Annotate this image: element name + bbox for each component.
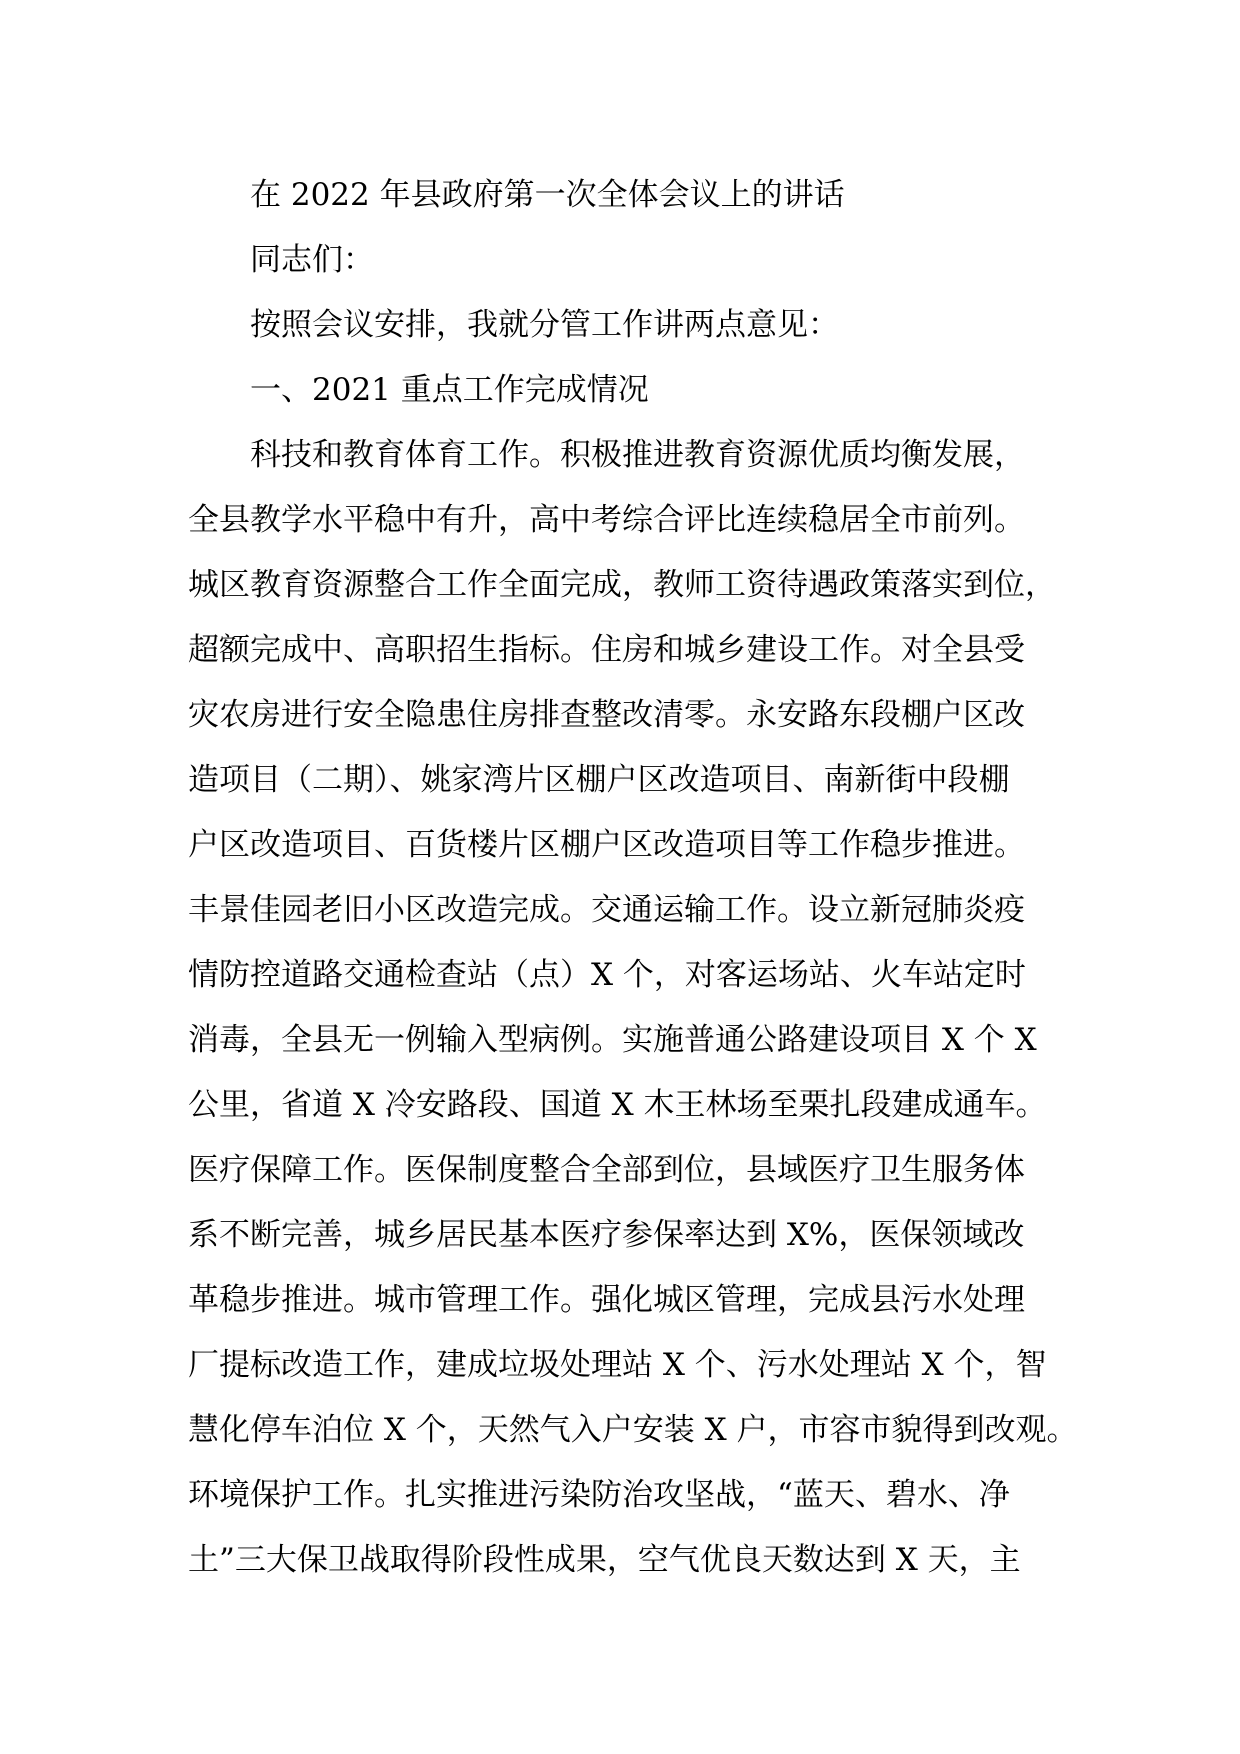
body-line: 全县教学水平稳中有升，高中考综合评比连续稳居全市前列。 [188,502,1025,538]
body-line: 公里，省道 X 冷安路段、国道 X 木王林场至栗扎段建成通车。 [188,1087,1047,1123]
body-line: 厂提标改造工作，建成垃圾处理站 X 个、污水处理站 X 个，智 [188,1347,1047,1383]
body-line: 消毒，全县无一例输入型病例。实施普通公路建设项目 X 个 X [188,1022,1037,1058]
body-line: 医疗保障工作。医保制度整合全部到位，县域医疗卫生服务体 [188,1152,1025,1188]
body-line: 革稳步推进。城市管理工作。强化城区管理，完成县污水处理 [188,1282,1025,1318]
body-line: 超额完成中、高职招生指标。住房和城乡建设工作。对全县受 [188,632,1025,668]
body-line: 环境保护工作。扎实推进污染防治攻坚战，“蓝天、碧水、净 [188,1477,1010,1513]
body-line: 土”三大保卫战取得阶段性成果，空气优良天数达到 X 天，主 [188,1542,1021,1578]
body-line: 情防控道路交通检查站（点）X 个，对客运场站、火车站定时 [188,957,1026,993]
body-line: 系不断完善，城乡居民基本医疗参保率达到 X%，医保领域改 [188,1217,1025,1253]
document-body [188,163,1086,1593]
body-line: 户区改造项目、百货楼片区棚户区改造项目等工作稳步推进。 [188,827,1025,863]
section-heading: 一、2021 重点工作完成情况 [250,372,649,408]
body-line: 丰景佳园老旧小区改造完成。交通运输工作。设立新冠肺炎疫 [188,892,1025,928]
intro-paragraph: 按照会议安排，我就分管工作讲两点意见： [250,307,839,343]
document-title: 在 2022 年县政府第一次全体会议上的讲话 [250,177,845,213]
body-line: 灾农房进行安全隐患住房排查整改清零。永安路东段棚户区改 [188,697,1025,733]
body-line: 科技和教育体育工作。积极推进教育资源优质均衡发展， [250,437,1025,473]
body-line: 造项目（二期）、姚家湾片区棚户区改造项目、南新街中段棚 [188,762,1010,798]
body-line: 慧化停车泊位 X 个，天然气入户安装 X 户，市容市貌得到改观。 [188,1412,1078,1448]
salutation: 同志们： [250,242,374,278]
body-line: 城区教育资源整合工作全面完成，教师工资待遇政策落实到位， [188,567,1056,603]
